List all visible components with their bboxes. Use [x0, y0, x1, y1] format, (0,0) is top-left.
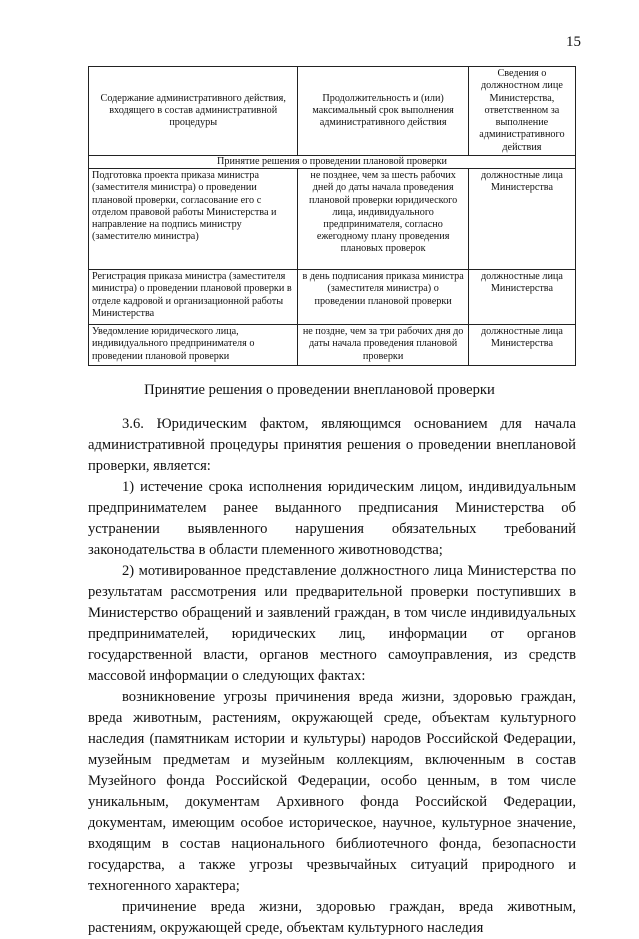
paragraph-harm: причинение вреда жизни, здоровью граждан, вреда животным, растениям, окружающей среде, объектам культурного наследия [88, 899, 576, 936]
table-cell-responsible: должностные лица Министерства [468, 270, 575, 325]
page-number: 15 [566, 34, 581, 50]
table-row [89, 325, 576, 366]
paragraph-intro: 3.6. Юридическим фактом, являющимся основанием для начала административной процедуры принятия решения о проведении внеплановой проверки, является: [88, 416, 576, 474]
paragraph-item-1: 1) истечение срока исполнения юридическим лицом, индивидуальным предпринимателем ранее выданного предписания Министерства об устранении выявленного нарушения обязательных требований законодательства в области племенного животноводства; [88, 479, 576, 558]
table-cell-responsible: должностные лица Министерства [468, 325, 575, 366]
table-cell-responsible: должностные лица Министерства [468, 169, 575, 270]
table-section-row [89, 156, 576, 169]
table-cell-duration: в день подписания приказа министра (заместителя министра) о проведении плановой проверки [298, 270, 468, 325]
header-duration: Продолжительность и (или) максимальный срок выполнения административного действия [298, 67, 468, 156]
procedure-table [88, 66, 576, 366]
header-action: Содержание административного действия, входящего в состав административной процедуры [89, 67, 298, 156]
table-row [89, 270, 576, 325]
paragraph-item-2: 2) мотивированное представление должностного лица Министерства по результатам рассмотрения или предварительной проверки поступивших в Министерство обращений и заявлений граждан, в том числе индивидуальных предпринимателей, юридических лиц, информации от органов государственной власти, органов местного самоуправления, из средств массовой информации о следующих фактах: [88, 563, 576, 684]
table-section-title: Принятие решения о проведении плановой проверки [89, 156, 576, 169]
table-header-row [89, 67, 576, 156]
table-cell-action: Регистрация приказа министра (заместителя министра) о проведении плановой проверки в отделе кадровой и организационной работы Министерства [89, 270, 298, 325]
paragraph-threat: возникновение угрозы причинения вреда жизни, здоровью граждан, вреда животным, растениям, окружающей среде, объектам культурного наследия (памятникам истории и культуры) народов Российской Федерации, музейным предметам и музейным коллекциям, включенным в состав Музейного фонда Российской Федерации, особо ценным, в том числе уникальным, документам Архивного фонда Российской Федерации, документам, имеющим особое историческое, научное, культурное значение, входящим в состав национального библиотечного фонда, безопасности государства, а также угрозы чрезвычайных ситуаций природного и техногенного характера; [88, 689, 576, 894]
header-responsible: Сведения о должностном лице Министерства, ответственном за выполнение административного действия [468, 67, 575, 156]
table-cell-duration: не поздне, чем за три рабочих дня до даты начала проведения плановой проверки [298, 325, 468, 366]
table-cell-action: Уведомление юридического лица, индивидуального предпринимателя о проведении плановой проверки [89, 325, 298, 366]
body-text [88, 414, 576, 939]
table-cell-duration: не позднее, чем за шесть рабочих дней до даты начала проведения плановой проверки юридического лица, индивидуального предпринимателя, согласно ежегодному плану проведения плановых проверок [298, 169, 468, 270]
table-cell-action: Подготовка проекта приказа министра (заместителя министра) о проведении плановой проверки, согласование его с отделом правовой работы Министерства и направление на подпись министру (заместителю министра) [89, 169, 298, 270]
section-heading: Принятие решения о проведении внеплановой проверки [144, 382, 495, 398]
table-row [89, 169, 576, 270]
